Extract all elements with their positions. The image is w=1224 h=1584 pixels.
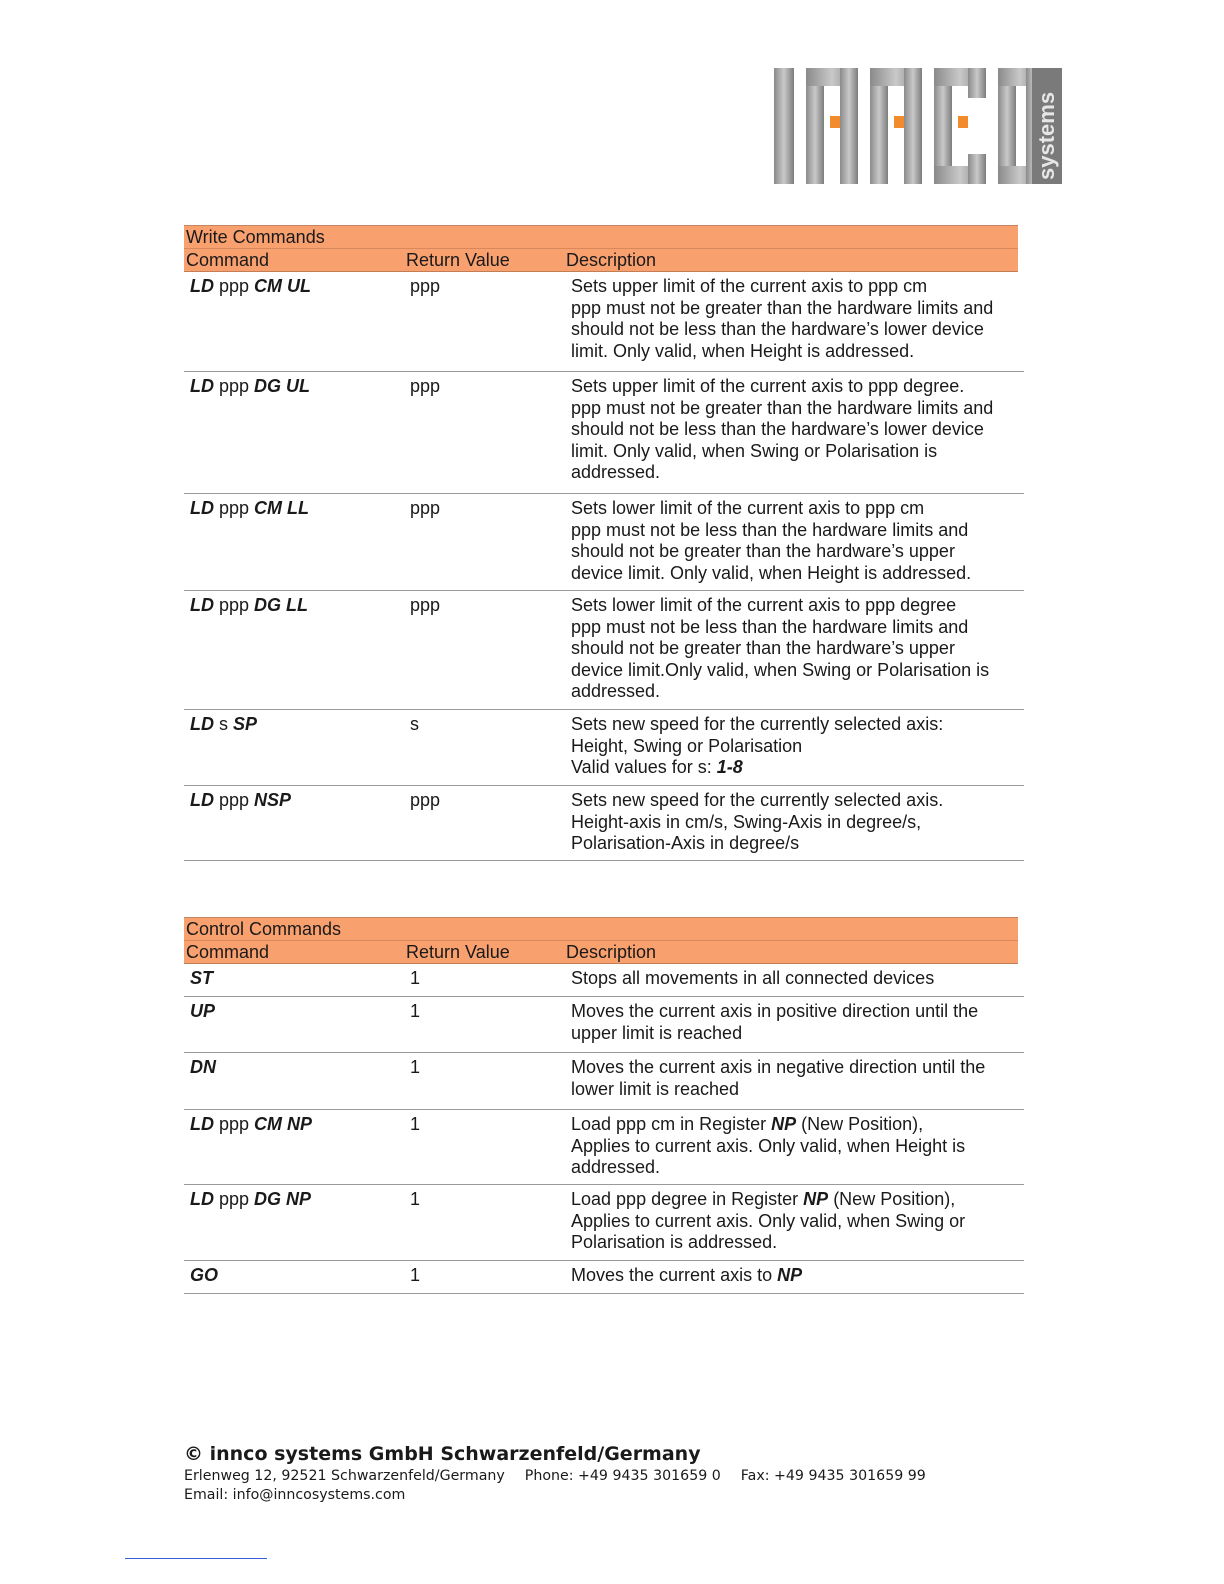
row-description <box>571 376 1016 484</box>
description-line <box>571 1079 1016 1101</box>
command-code: LD <box>190 1114 214 1134</box>
description-emphasis: 1-8 <box>716 757 743 777</box>
footer-fax: Fax: +49 9435 301659 99 <box>740 1468 926 1484</box>
footer-address: Erlenweg 12, 92521 Schwarzenfeld/Germany <box>184 1468 505 1484</box>
description-text: ppp must not be greater than the hardware limits and <box>571 397 994 418</box>
description-line <box>571 462 1016 484</box>
column-description: Description <box>566 942 657 962</box>
description-emphasis: NP <box>777 1265 803 1285</box>
description-text: Applies to current axis. Only valid, when Height is <box>571 1135 966 1156</box>
control-commands-column-header <box>184 940 1018 964</box>
row-return-value: 1 <box>410 1001 421 1021</box>
description-text: Polarisation is addressed. <box>571 1232 778 1252</box>
control-commands-title-bar <box>184 917 1018 940</box>
command-code: LD <box>190 714 214 734</box>
description-text: upper limit is reached <box>571 1022 743 1043</box>
row-return-value: 1 <box>410 1265 421 1285</box>
description-line <box>571 714 1016 736</box>
command-param: ppp <box>214 1189 255 1209</box>
control-commands-title: Control Commands <box>186 919 342 939</box>
command-param: ppp <box>214 376 255 396</box>
description-line <box>571 541 1016 563</box>
table-row <box>184 1185 1024 1261</box>
row-command <box>190 714 257 736</box>
description-emphasis: NP <box>803 1189 829 1209</box>
control-commands-rows <box>184 964 1024 1294</box>
row-command <box>190 1189 311 1211</box>
description-line <box>571 638 1016 660</box>
description-line <box>571 1023 1016 1045</box>
description-line <box>571 790 1016 812</box>
description-line <box>571 757 1016 779</box>
row-return-value: 1 <box>410 1114 421 1134</box>
description-text: Applies to current axis. Only valid, when Swing or <box>571 1210 966 1231</box>
command-param: ppp <box>214 595 255 615</box>
page-footer <box>184 1443 946 1505</box>
row-command <box>190 276 311 298</box>
description-text: (New Position), <box>828 1189 956 1209</box>
description-text: Sets lower limit of the current axis to ppp degree <box>571 595 957 615</box>
command-code: DG NP <box>254 1189 312 1209</box>
write-commands-title-bar <box>184 225 1018 248</box>
description-line <box>571 660 1016 682</box>
description-text: Load ppp cm in Register <box>571 1114 772 1134</box>
description-text: Polarisation-Axis in degree/s <box>571 833 800 853</box>
table-row <box>184 964 1024 997</box>
column-return-value: Return Value <box>406 942 510 962</box>
description-line <box>571 376 1016 398</box>
row-description <box>571 968 1016 990</box>
description-text: Load ppp degree in Register <box>571 1189 804 1209</box>
description-text: device limit.Only valid, when Swing or Polarisation is <box>571 659 990 680</box>
write-commands-table <box>184 225 1024 861</box>
footer-contact-line <box>184 1467 946 1486</box>
description-line <box>571 1157 1016 1179</box>
command-code: GO <box>190 1265 219 1285</box>
description-line <box>571 968 1016 990</box>
description-line <box>571 498 1016 520</box>
row-command <box>190 1001 215 1023</box>
command-code: LD <box>190 276 214 296</box>
description-line <box>571 563 1016 585</box>
description-text: Sets new speed for the currently selected axis: <box>571 714 944 734</box>
description-line <box>571 341 1016 363</box>
row-command <box>190 595 308 617</box>
row-return-value: ppp <box>410 376 441 396</box>
description-line <box>571 441 1016 463</box>
row-description <box>571 276 1016 362</box>
table-row <box>184 494 1024 591</box>
table-row <box>184 710 1024 786</box>
description-line <box>571 595 1016 617</box>
table-row <box>184 786 1024 861</box>
row-description <box>571 1057 1016 1100</box>
description-text: lower limit is reached <box>571 1078 740 1099</box>
footer-company: © innco systems GmbH Schwarzenfeld/Germany <box>184 1443 701 1465</box>
table-row <box>184 372 1024 494</box>
description-text: should not be less than the hardware’s lower device <box>571 319 984 339</box>
column-command: Command <box>186 250 270 270</box>
row-return-value: 1 <box>410 1189 421 1209</box>
description-text: Sets upper limit of the current axis to ppp cm <box>571 276 928 296</box>
description-line <box>571 1211 1016 1233</box>
description-text: ppp must not be less than the hardware limits and <box>571 616 969 637</box>
command-code: DG UL <box>254 376 311 396</box>
command-code: NSP <box>254 790 292 810</box>
table-row <box>184 1110 1024 1185</box>
command-code: DG LL <box>254 595 309 615</box>
description-line <box>571 398 1016 420</box>
description-text: should not be less than the hardware’s lower device <box>571 419 984 439</box>
command-code: LD <box>190 498 214 518</box>
row-command <box>190 1114 312 1136</box>
row-return-value: 1 <box>410 968 421 988</box>
column-description: Description <box>566 250 657 270</box>
description-text: Sets new speed for the currently selected axis. <box>571 790 944 810</box>
description-text: Sets upper limit of the current axis to ppp degree. <box>571 376 965 396</box>
logo-sub-text: systems <box>1034 91 1059 180</box>
command-param: ppp <box>214 790 255 810</box>
description-line <box>571 298 1016 320</box>
table-row <box>184 1053 1024 1110</box>
command-code: LD <box>190 595 214 615</box>
row-return-value: 1 <box>410 1057 421 1077</box>
write-commands-column-header <box>184 248 1018 272</box>
description-line <box>571 520 1016 542</box>
footer-phone: Phone: +49 9435 301659 0 <box>524 1468 721 1484</box>
description-text: Stops all movements in all connected devices <box>571 968 935 988</box>
row-command <box>190 1057 216 1079</box>
description-line <box>571 1114 1016 1136</box>
description-line <box>571 736 1016 758</box>
row-command <box>190 1265 218 1287</box>
description-text: Height-axis in cm/s, Swing-Axis in degree/s, <box>571 811 922 832</box>
description-line <box>571 1057 1016 1079</box>
write-commands-rows <box>184 272 1024 861</box>
command-code: CM NP <box>254 1114 313 1134</box>
innco-logo <box>770 64 1070 192</box>
row-command <box>190 498 309 520</box>
command-param: ppp <box>214 498 255 518</box>
row-description <box>571 790 1016 855</box>
description-text: Moves the current axis to <box>571 1265 778 1285</box>
description-text: Height, Swing or Polarisation <box>571 735 803 756</box>
row-return-value: ppp <box>410 276 441 296</box>
description-line <box>571 1136 1016 1158</box>
description-text: Moves the current axis in negative direction until the <box>571 1057 986 1077</box>
description-line <box>571 276 1016 298</box>
description-text: addressed. <box>571 462 661 482</box>
footer-email: Email: info@inncosystems.com <box>184 1487 406 1503</box>
footer-divider <box>125 1558 267 1559</box>
command-param: s <box>214 714 234 734</box>
command-code: DN <box>190 1057 216 1077</box>
description-line <box>571 812 1016 834</box>
command-code: SP <box>233 714 258 734</box>
row-description <box>571 498 1016 584</box>
description-text: Valid values for s: <box>571 757 717 777</box>
row-description <box>571 1189 1016 1254</box>
row-description <box>571 1001 1016 1044</box>
command-code: LD <box>190 1189 214 1209</box>
description-line <box>571 1189 1016 1211</box>
control-commands-table <box>184 917 1024 1294</box>
description-line <box>571 617 1016 639</box>
description-text: should not be greater than the hardware’s upper <box>571 541 955 561</box>
description-text: addressed. <box>571 1157 661 1177</box>
description-line <box>571 1232 1016 1254</box>
command-code: UP <box>190 1001 216 1021</box>
write-commands-title: Write Commands <box>186 227 325 247</box>
description-text: (New Position), <box>796 1114 924 1134</box>
description-line <box>571 319 1016 341</box>
row-description <box>571 714 1016 779</box>
column-return-value: Return Value <box>406 250 510 270</box>
description-text: device limit. Only valid, when Height is addressed. <box>571 562 972 583</box>
row-description <box>571 1114 1016 1179</box>
row-return-value: ppp <box>410 595 441 615</box>
description-line <box>571 1265 1016 1287</box>
column-command: Command <box>186 942 270 962</box>
description-text: addressed. <box>571 681 661 701</box>
row-command <box>190 790 291 812</box>
command-code: CM LL <box>254 498 310 518</box>
description-emphasis: NP <box>771 1114 797 1134</box>
command-code: CM UL <box>254 276 312 296</box>
description-line <box>571 833 1016 855</box>
table-row <box>184 591 1024 710</box>
description-text: Sets lower limit of the current axis to ppp cm <box>571 498 925 518</box>
table-row <box>184 1261 1024 1294</box>
description-text: ppp must not be less than the hardware limits and <box>571 519 969 540</box>
description-line <box>571 419 1016 441</box>
description-line <box>571 681 1016 703</box>
command-param: ppp <box>214 276 255 296</box>
description-text: should not be greater than the hardware’s upper <box>571 638 955 658</box>
row-command <box>190 376 310 398</box>
description-text: limit. Only valid, when Swing or Polarisation is <box>571 440 938 461</box>
table-row <box>184 997 1024 1053</box>
description-text: limit. Only valid, when Height is addressed. <box>571 340 915 361</box>
row-description <box>571 1265 1016 1287</box>
command-code: LD <box>190 790 214 810</box>
description-text: ppp must not be greater than the hardware limits and <box>571 297 994 318</box>
row-return-value: ppp <box>410 790 441 810</box>
row-command <box>190 968 213 990</box>
row-description <box>571 595 1016 703</box>
row-return-value: ppp <box>410 498 441 518</box>
row-return-value: s <box>410 714 419 734</box>
command-code: LD <box>190 376 214 396</box>
description-line <box>571 1001 1016 1023</box>
command-code: ST <box>190 968 214 988</box>
table-row <box>184 272 1024 372</box>
command-param: ppp <box>214 1114 255 1134</box>
description-text: Moves the current axis in positive direction until the <box>571 1001 979 1021</box>
